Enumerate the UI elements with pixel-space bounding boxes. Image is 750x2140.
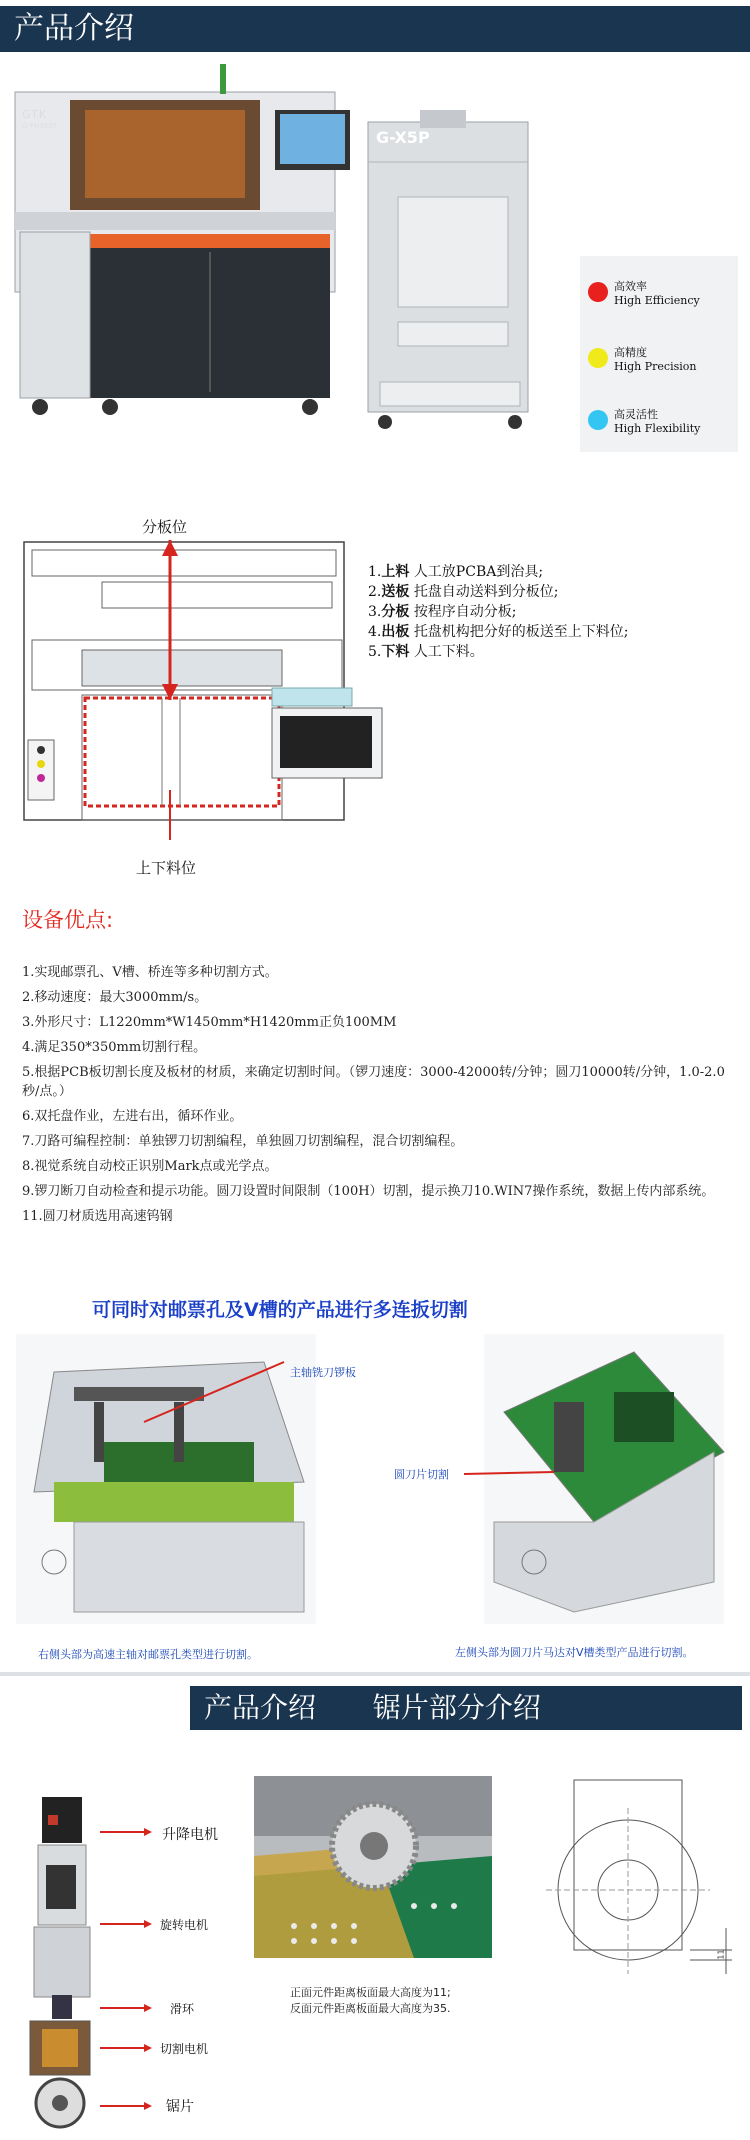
advantage-item: 6.双托盘作业，左进右出，循环作业。 <box>22 1109 243 1124</box>
part-rotate-motor: 旋转电机 <box>160 1918 209 1932</box>
caption-left: 右侧头部为高速主轴对邮票孔类型进行切割。 <box>38 1648 258 1661</box>
section-title: 产品介绍 <box>14 11 134 46</box>
advantage-item: 1.实现邮票孔、V槽、桥连等多种切割方式。 <box>22 965 278 980</box>
step-item: 3.分板 按程序自动分板; <box>368 604 517 620</box>
step-item: 2.送板 托盘自动送料到分板位; <box>368 584 559 600</box>
note-back: 反面元件距离板面最大高度为35. <box>290 2002 451 2015</box>
model-label: G-FH350T <box>22 122 57 130</box>
top-view-diagram <box>22 540 392 840</box>
blade-photo <box>254 1776 492 1958</box>
section2-header <box>190 1686 742 1730</box>
brand-label: GTK <box>22 108 48 121</box>
feature-cn: 高灵活性 <box>614 408 658 421</box>
section-header <box>0 6 750 52</box>
red-dot-icon <box>588 282 608 302</box>
advantage-item: 3.外形尺寸：L1220mm*W1450mm*H1420mm正负100MM <box>22 1015 397 1030</box>
advantage-item: 4.满足350*350mm切割行程。 <box>22 1040 207 1055</box>
collector-label: G-X5P <box>376 128 430 147</box>
part-blade: 锯片 <box>166 2099 194 2115</box>
label-spindle: 主轴铣刀锣板 <box>290 1366 356 1379</box>
feature-cn: 高效率 <box>614 280 647 293</box>
blue-dot-icon <box>588 410 608 430</box>
multi-cut-illustration <box>14 1332 734 1632</box>
advantage-item: 2.移动速度：最大3000mm/s。 <box>22 990 208 1005</box>
advantage-item: 9.锣刀断刀自动检查和提示功能。圆刀设置时间限制（100H）切割，提示换刀10.WIN7操作系统，数据上传内部系统。 <box>22 1184 715 1199</box>
advantages-list <box>22 963 734 1232</box>
advantages-title: 设备优点: <box>22 908 114 932</box>
saw-head-illustration <box>20 1795 100 2130</box>
dimension-drawing <box>540 1778 740 1978</box>
section2-title: 产品介绍 <box>204 1691 317 1724</box>
diagram-bottom-label: 上下料位 <box>136 859 197 877</box>
part-cut-motor: 切割电机 <box>160 2042 209 2056</box>
saw-arrows <box>100 1808 160 2128</box>
feature-cn: 高精度 <box>614 346 647 359</box>
process-steps <box>368 562 738 662</box>
part-slip-ring: 滑环 <box>170 2002 195 2016</box>
feature-en: High Efficiency <box>614 294 700 307</box>
feature-en: High Precision <box>614 360 697 373</box>
diagram-top-label: 分板位 <box>142 518 188 536</box>
step-item: 1.上料 人工放PCBA到治具; <box>368 564 544 580</box>
divider <box>0 1672 750 1676</box>
feature-en: High Flexibility <box>614 422 701 435</box>
part-lift-motor: 升降电机 <box>162 1827 218 1843</box>
multi-cut-title: 可同时对邮票孔及V槽的产品进行多连扳切割 <box>92 1299 468 1321</box>
label-blade: 圆刀片切割 <box>394 1468 449 1481</box>
advantage-item: 7.刀路可编程控制：单独锣刀切割编程，单独圆刀切割编程，混合切割编程。 <box>22 1134 464 1149</box>
caption-right: 左侧头部为圆刀片马达对V槽类型产品进行切割。 <box>455 1646 694 1659</box>
advantage-item: 11.圆刀材质选用高速钨钢 <box>22 1209 173 1224</box>
yellow-dot-icon <box>588 348 608 368</box>
dimension-value: 11 <box>716 1949 726 1960</box>
advantage-item: 8.视觉系统自动校正识别Mark点或光学点。 <box>22 1159 278 1174</box>
step-item: 5.下料 人工下料。 <box>368 644 484 660</box>
section2-subtitle: 锯片部分介绍 <box>372 1691 541 1724</box>
note-front: 正面元件距离板面最大高度为11; <box>290 1986 451 1999</box>
step-item: 4.出板 托盘机构把分好的板送至上下料位; <box>368 624 629 640</box>
machine-illustration <box>10 62 570 452</box>
advantage-item: 5.根据PCB板切割长度及板材的材质，来确定切割时间。（锣刀速度：3000-42000转/分钟；圆刀10000转/分钟，1.0-2.0秒/点。） <box>22 1065 725 1099</box>
